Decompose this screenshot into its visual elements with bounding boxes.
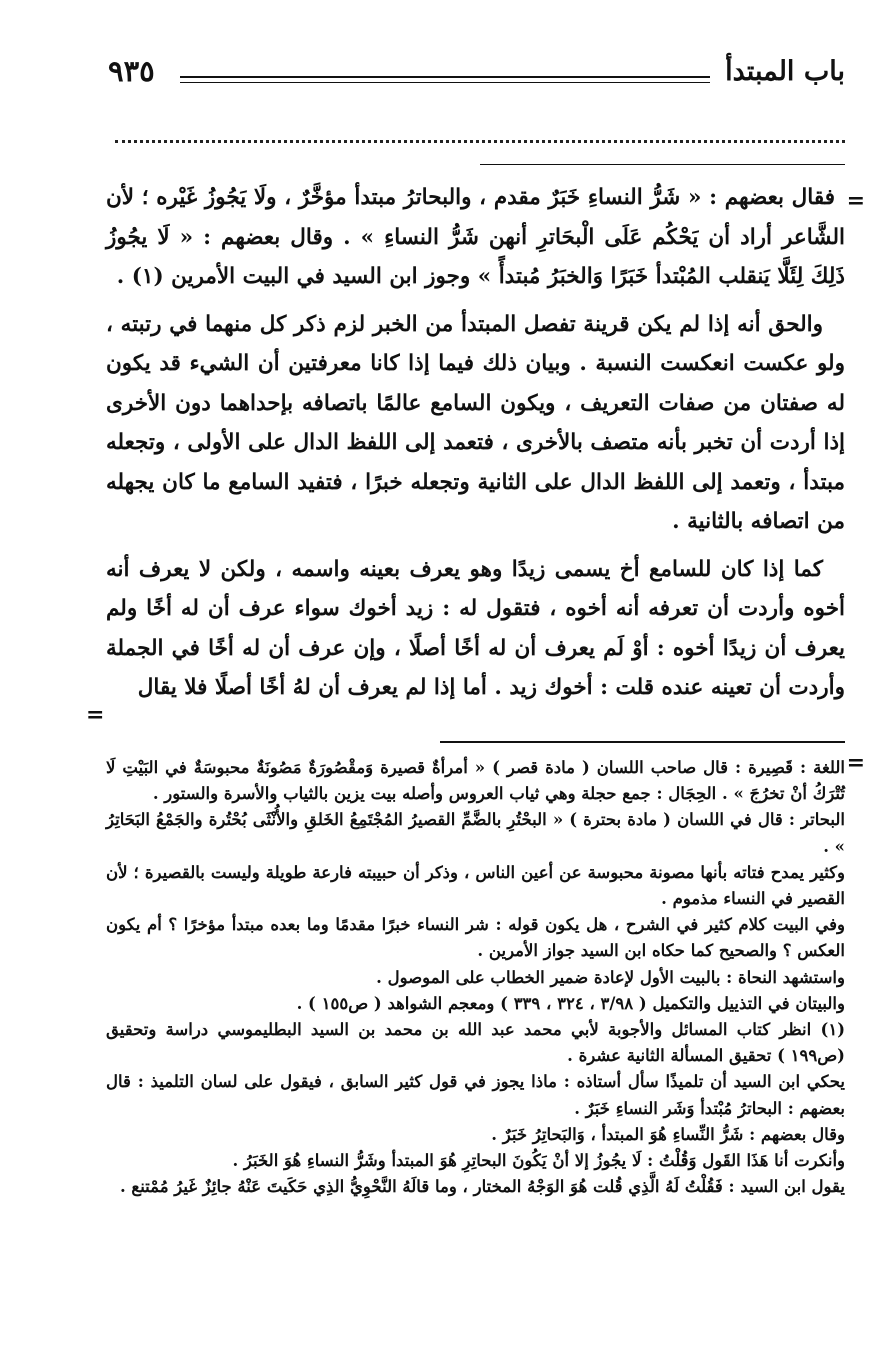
footnote-line: اللغة : قَصِيرة : قال صاحب اللسان ( مادة قصر ) « أمرأةٌ قصيرة وَمقْصُورَةٌ مَصُونَةٌ محبوسَةٌ في البَيْتِ لَا تُتْرَكُ أنْ تخرُجَ » . الحِجَال : جمع حجلة وهي ثياب العروس وأصله بيت يزين بالثياب والأسرة والستور . bbox=[106, 758, 845, 804]
continuation-mark-start: = bbox=[846, 188, 865, 214]
footnotes bbox=[106, 755, 845, 1200]
dotted-separator bbox=[115, 140, 845, 143]
main-text bbox=[106, 178, 845, 716]
paragraph: كما إذا كان للسامع أخ يسمى زيدًا وهو يعرف بعينه واسمه ، ولكن لا يعرف أنه أخوه وأردت أن تعرفه أنه أخوه ، فتقول له : زيد أخوك سواء عرف أن له أخًا ولم يعرف أن زيدًا أخوه : أوْ لَم يعرف أن له أخًا أصلًا ، وإن عرف أن له أخًا في الجملة وأردت أن تعينه عنده قلت : أخوك زيد . أما إذا لم يعرف أن لهُ أخًا أصلًا فلا يقال bbox=[106, 556, 845, 700]
continuation-mark-end: = bbox=[86, 702, 105, 728]
footnote-line: (١) انظر كتاب المسائل والأجوبة لأبي محمد عبد الله بن محمد بن السيد البطليموسي دراسة وتحقيق (ص١٩٩ ) تحقيق المسألة الثانية عشرة . bbox=[106, 1020, 845, 1066]
footnote-separator bbox=[440, 741, 845, 743]
footnote-line: البحاتر : قال في اللسان ( مادة بحترة ) « البحْتُرِ بالضَّمِّ القصيرُ المُجْتَمِعُ الخَلقِ والأُنْثَى بُحْتُرة والجَمْعُ البَحَاتِرُ » . bbox=[106, 810, 845, 856]
footnote-line: وأنكرت أنا هَذَا القَول وَقُلْتُ : لَا يجُوزُ إلا أنْ يَكُونَ البحاتِرِ هُوَ المبتدأ وشَرُّ النساءِ هُوَ الخَبَرُ . bbox=[232, 1151, 845, 1171]
header-rule bbox=[180, 76, 710, 83]
running-header-title: باب المبتدأ bbox=[725, 56, 845, 87]
footnote-line: والبيتان في التذييل والتكميل ( ٣/٩٨ ، ٣٢٤ ، ٣٣٩ ) ومعجم الشواهد ( ص١٥٥ ) . bbox=[296, 993, 845, 1013]
footnote-line: يقول ابن السيد : فَقُلْتُ لَهُ الَّذِي قُلت هُوَ الوَجْهُ المختار ، وما قالَهُ النَّحْوِيُّ الذِي حَكَيتَ عَنْهُ جائِزٌ غَيرُ مُمْتنع . bbox=[119, 1177, 845, 1197]
page-number: ٩٣٥ bbox=[108, 54, 155, 88]
footnote-continuation-mark: = bbox=[846, 750, 865, 776]
footnote-line: وقال بعضهم : شَرُّ النِّساءِ هُوَ المبتدأ ، وَالبَحاتِرُ خَبَرٌ . bbox=[491, 1124, 845, 1144]
footnote-line: يحكي ابن السيد أن تلميذًا سأل أستاذه : ماذا يجوز في قول كثير السابق ، فيقول على لسان التلميذ : قال بعضهم : البحاترُ مُبْتدأ وَشَر النساءِ خَبَرٌ . bbox=[106, 1072, 845, 1118]
paragraph: والحق أنه إذا لم يكن قرينة تفصل المبتدأ من الخبر لزم ذكر كل منهما في رتبته ، ولو عكست انعكست النسبة . وبيان ذلك فيما إذا كانا معرفتين أن الشيء قد يكون له صفتان من صفات التعريف ، ويكون السامع عالمًا باتصافه بإحداهما دون الأخرى إذا أردت أن تخبر بأنه متصف بالأخرى ، فتعمد إلى اللفظ الدال على الأولى ، وتجعله مبتدأ ، وتعمد إلى اللفظ الدال على الثانية وتجعله خبرًا ، فتفيد السامع ما كان يجهله من اتصافه بالثانية . bbox=[106, 311, 845, 534]
footnote-line: وفي البيت كلام كثير في الشرح ، هل يكون قوله : شر النساء خبرًا مقدمًا وما بعده مبتدأ مؤخرًا ؟ أم يكون العكس ؟ والصحيح كما حكاه ابن السيد جواز الأمرين . bbox=[106, 915, 845, 961]
footnote-line: وكثير يمدح فتاته بأنها مصونة محبوسة عن أعين الناس ، وذكر أن حبيبته فارعة طويلة وليست بالقصيرة ؛ لأن القصير في النساء مذموم . bbox=[106, 862, 845, 909]
section-rule bbox=[480, 164, 845, 165]
paragraph: فقال بعضهم : « شَرُّ النساءِ خَبَرٌ مقدم ، والبحاترُ مبتدأ مؤخَّرٌ ، ولَا يَجُوزُ غَيْره ؛ لأن الشَّاعر أراد أن يَحْكُم عَلَى الْبحَاترِ أنهن شَرُّ النساءِ » . وقال بعضهم : « لَا يجُوزُ ذَلِكَ لِئَلَّا يَنقلب المُبْتدأ خَبَرًا وَالخبَرُ مُبتدأً » وجوز ابن السيد في البيت الأمرين (١) . bbox=[106, 185, 845, 289]
footnote-line: واستشهد النحاة : بالبيت الأول لإعادة ضمير الخطاب على الموصول . bbox=[376, 967, 845, 987]
